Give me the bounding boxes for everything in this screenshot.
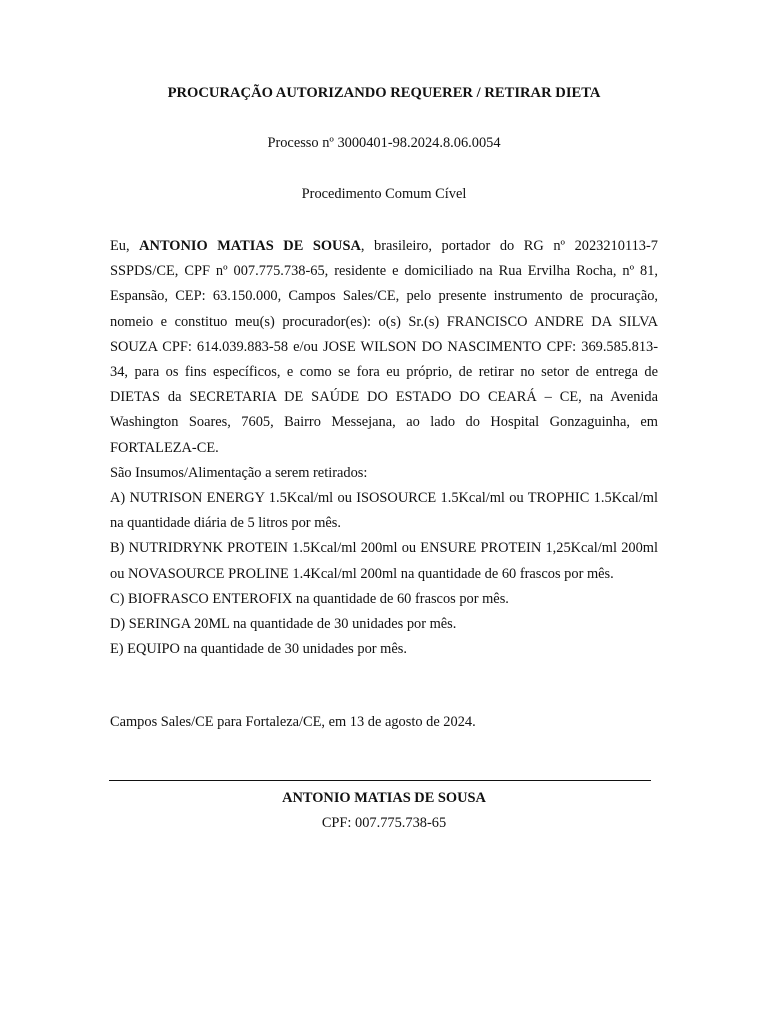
item-c: C) BIOFRASCO ENTEROFIX na quantidade de 60 frascos por mês. — [110, 590, 509, 607]
items-heading: São Insumos/Alimentação a serem retirados: — [110, 464, 368, 481]
intro-text: , brasileiro, portador do RG nº 2023210113-7 SSPDS/CE, CPF nº 007.775.738-65, residente e domiciliado na Rua Ervilha Rocha, nº 81, Espansão, CEP: 63.150.000, Campos Sales/CE, pelo presente instrumento de procuração, nomeio e constituo meu(s) procurador(es): o(s) Sr.(s) FRANCISCO ANDRE DA SILVA SOUZA CPF: 614.039.883-58 e/ou JOSE WILSON DO NASCIMENTO CPF: 369.585.813-34, para os fins específicos, e como se fora eu próprio, de retirar no setor de entrega de DIETAS da SECRETARIA DE SAÚDE DO ESTADO DO CEARÁ – CE, na Avenida Washington Soares, 7605, Bairro Messejana, ao lado do Hospital Gonzaguinha, em FORTALEZA-CE. — [110, 238, 658, 456]
process-number: Processo nº 3000401-98.2024.8.06.0054 — [267, 135, 501, 151]
document-title: PROCURAÇÃO AUTORIZANDO REQUERER / RETIRAR DIETA — [167, 85, 601, 101]
procedure-type: Procedimento Comum Cível — [301, 186, 467, 202]
signature-line — [109, 780, 651, 781]
item-a: A) NUTRISON ENERGY 1.5Kcal/ml ou ISOSOURCE 1.5Kcal/ml ou TROPHIC 1.5Kcal/ml na quantidade diária de 5 litros por mês. — [110, 490, 658, 532]
signatory-cpf: CPF: 007.775.738-65 — [321, 815, 447, 831]
document-body — [110, 234, 658, 662]
item-b: B) NUTRIDRYNK PROTEIN 1.5Kcal/ml 200ml ou ENSURE PROTEIN 1,25Kcal/ml 200ml ou NOVASOURCE PROLINE 1.4Kcal/ml 200ml na quantidade de 60 frascos por mês. — [110, 540, 658, 582]
intro-prefix: Eu, — [110, 238, 140, 254]
place-and-date: Campos Sales/CE para Fortaleza/CE, em 13 de agosto de 2024. — [110, 714, 476, 730]
intro-paragraph — [110, 234, 658, 461]
grantor-name: ANTONIO MATIAS DE SOUSA — [139, 238, 361, 254]
signatory-name: ANTONIO MATIAS DE SOUSA — [282, 790, 486, 806]
item-e: E) EQUIPO na quantidade de 30 unidades por mês. — [110, 641, 407, 658]
item-d: D) SERINGA 20ML na quantidade de 30 unidades por mês. — [110, 616, 457, 633]
